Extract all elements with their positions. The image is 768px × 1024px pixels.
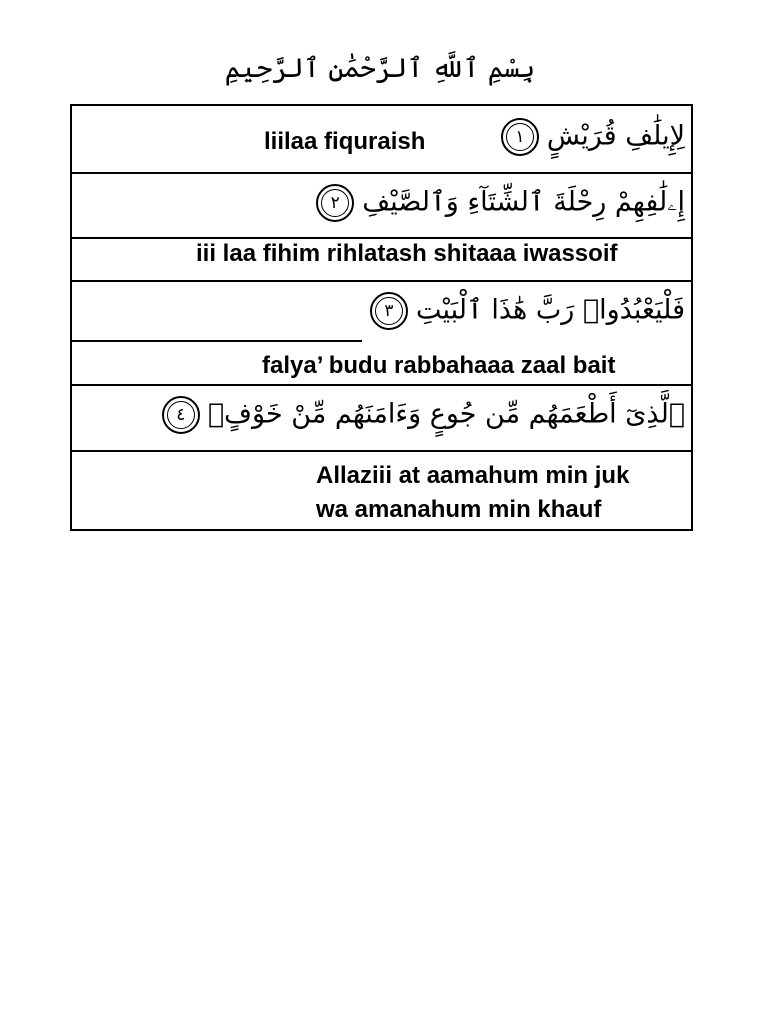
verse-table [70,104,693,531]
row-divider-6 [72,450,691,452]
ayah-3-marker-icon: ٣ [370,292,408,330]
verse-4-transliteration-line-2: wa amanahum min khauf [316,496,602,523]
ayah-1-marker-icon: ١ [501,118,539,156]
bismillah-heading: بِسْمِ ٱللَّهِ ٱلرَّحْمَٰنِ ٱلرَّحِيمِ [224,53,536,84]
verse-2-arabic-row [308,184,685,222]
row-divider-4a [72,340,362,342]
row-divider-5 [72,384,691,386]
verse-3-transliteration: falya’ budu rabbahaaa zaal bait [262,352,616,379]
verse-1-arabic-row [493,118,685,156]
row-divider-3 [72,280,691,282]
verse-1-transliteration: liilaa fiquraish [264,128,426,155]
verse-3-arabic: فَلْيَعْبُدُوا۟ رَبَّ هَٰذَا ٱلْبَيْتِ [415,294,685,326]
verse-2-arabic: إِۦلَٰفِهِمْ رِحْلَةَ ٱلشِّتَآءِ وَٱلصَّيْفِ [362,186,685,218]
verse-1-arabic: لِإِيلَٰفِ قُرَيْشٍ [546,120,685,152]
verse-2-transliteration: iii laa fihim rihlatash shitaaa iwassoif [196,240,618,267]
row-divider-2 [72,237,691,239]
verse-4-arabic-row [154,396,685,434]
verse-3-arabic-row [362,292,685,330]
row-divider-1 [72,172,691,174]
ayah-4-marker-icon: ٤ [162,396,200,434]
verse-4-arabic: ٱلَّذِىٓ أَطْعَمَهُم مِّن جُوعٍ وَءَامَنَهُم مِّنْ خَوْفٍۭ [207,398,685,430]
verse-4-transliteration-line-1: Allaziii at aamahum min juk [316,462,630,489]
ayah-2-marker-icon: ٢ [316,184,354,222]
